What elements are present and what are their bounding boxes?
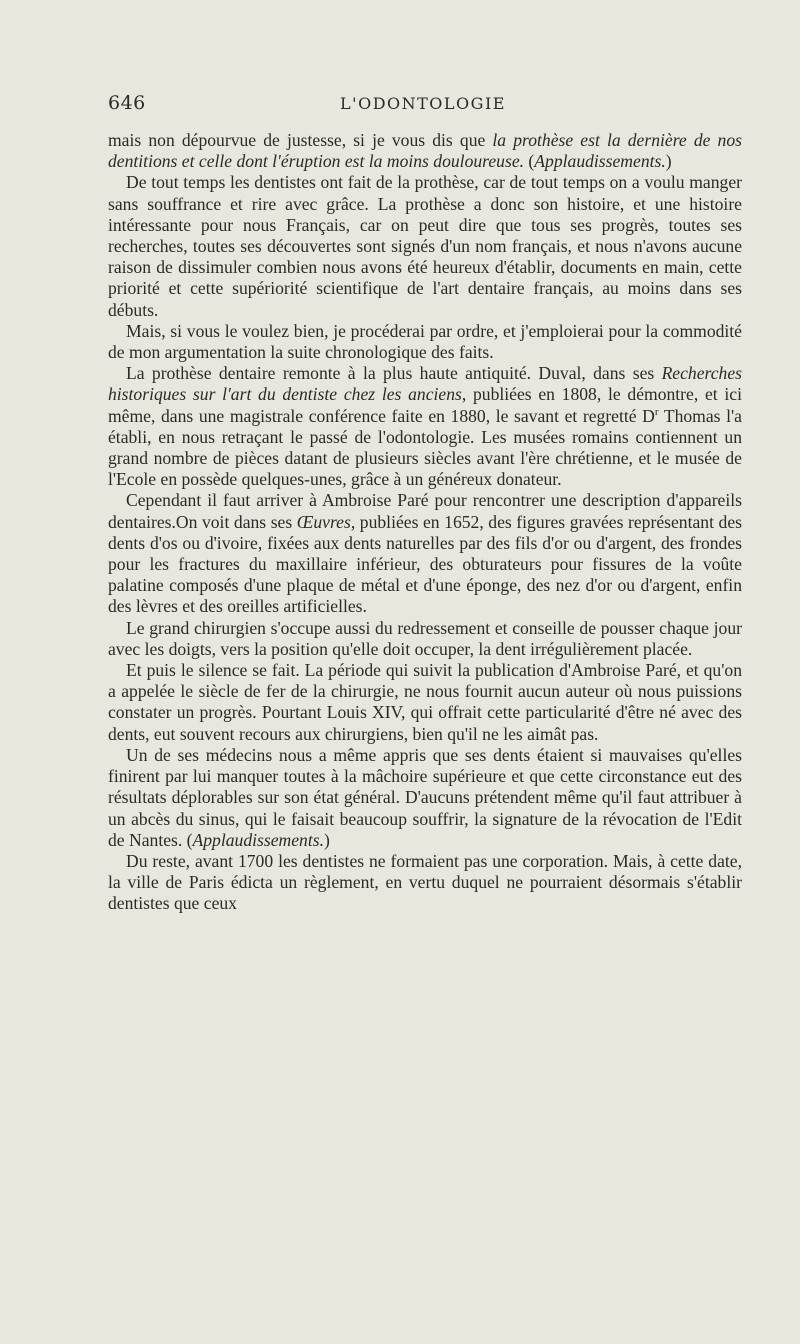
paragraph [108,851,742,915]
italic-text: Recherches historiques sur l'art du dentiste chez les anciens [108,363,742,405]
paragraph [108,172,742,320]
text-segment: Le grand chirurgien s'occupe aussi du redressement et conseille de pousser chaque jour avec les doigts, vers la position qu'elle doit occuper, la dent irrégulièrement placée. [108,617,742,659]
text-segment: Thomas l'a établi, en nous retraçant le passé de l'odontologie. Les musées romains contiennent un grand nombre de pièces datant de plusieurs siècles avant l'ère chrétienne, et le musée de l'Ecole en possède quelques-unes, grâce à un généreux donateur. [108,405,742,490]
superscript-text: r [654,405,659,418]
text-segment: , publiées en 1808, le démontre, et ici même, dans une magistrale conférence faite en 1880, le savant et regretté D [108,384,742,426]
text-segment: ) [323,829,330,850]
text-segment: Un de ses médecins nous a même appris que ses dents étaient si mauvaises qu'elles finirent par lui manquer toutes à la mâchoire supérieure et que cette circonstance eut des résultats déplorables sur son état général. D'aucuns prétendent même qu'il faut attribuer à un abcès du sinus, qui le faisait beaucoup souffrir, la signature de la révocation de l'Edit de Nantes. ( [108,744,742,850]
text-segment: Mais, si vous le voulez bien, je procéderai par ordre, et j'emploierai pour la commodité de mon argumentation la suite chronologique des faits. [108,320,742,363]
paragraph [108,490,742,617]
text-segment: De tout temps les dentistes ont fait de la prothèse, car de tout temps on a voulu manger sans souffrance et rire avec grâce. La prothèse a donc son histoire, et une histoire intéressante pour nous Français, car on peut dire que tous ses progrès, toutes ses recherches, toutes ses découvertes sont signés d'un nom français, et nous n'avons aucune raison de dissimuler combien nous avons été heureux d'établir, documents en main, cette priorité et cette supériorité scientifique de l'art dentaire français, au moins dans ses débuts. [108,172,742,320]
paragraph [108,618,742,660]
page-number: 646 [108,92,146,114]
running-head: L'ODONTOLOGIE [340,94,506,113]
italic-text: Œuvres [296,511,351,532]
text-segment: Et puis le silence se fait. La période qui suivit la publication d'Ambroise Paré, et qu'on a appelée le siècle de fer de la chirurgie, ne nous fournit aucun auteur où nous puissions constater un progrès. Pourtant Louis XIV, qui offrait cette particularité d'être né avec des dents, eut souvent recours aux chirurgiens, bien qu'il ne les aimât pas. [108,660,742,744]
text-segment: , publiées en 1652, des figures gravées représentant des dents d'os ou d'ivoire, fixées aux dents naturelles par des fils d'or ou d'argent, des frondes pour les fractures du maxillaire inférieur, des obturateurs pour fissures de la voûte palatine composés d'une plaque de métal et d'une éponge, des nez d'or ou d'argent, enfin des lèvres et des oreilles artificielles. [108,511,742,617]
paragraph [108,745,742,851]
text-segment: Du reste, avant 1700 les dentistes ne formaient pas une corporation. Mais, à cette date, la ville de Paris édicta un règlement, en vertu duquel ne pourraient désormais s'établir dentistes que ceux [108,850,742,914]
paragraph [108,660,742,745]
text-segment: ) [665,151,672,172]
italic-text: la prothèse est la dernière de nos dentitions et celle dont l'éruption est la moins douloureuse. [108,130,742,172]
text-segment: mais non dépourvue de justesse, si je vous dis que [108,130,493,150]
text-segment: La prothèse dentaire remonte à la plus haute antiquité. Duval, dans ses [126,363,662,384]
paragraph [108,130,742,172]
paragraph [108,363,742,490]
italic-text: Applaudissements. [534,151,666,172]
paragraph [108,321,742,363]
text-segment: ( [524,151,535,172]
page-header [108,92,738,116]
text-segment: Cependant il faut arriver à Ambroise Paré pour rencontrer une description d'appareils dentaires.On voit dans ses [108,490,742,532]
italic-text: Applaudissements. [192,829,324,850]
body-text [108,130,742,915]
